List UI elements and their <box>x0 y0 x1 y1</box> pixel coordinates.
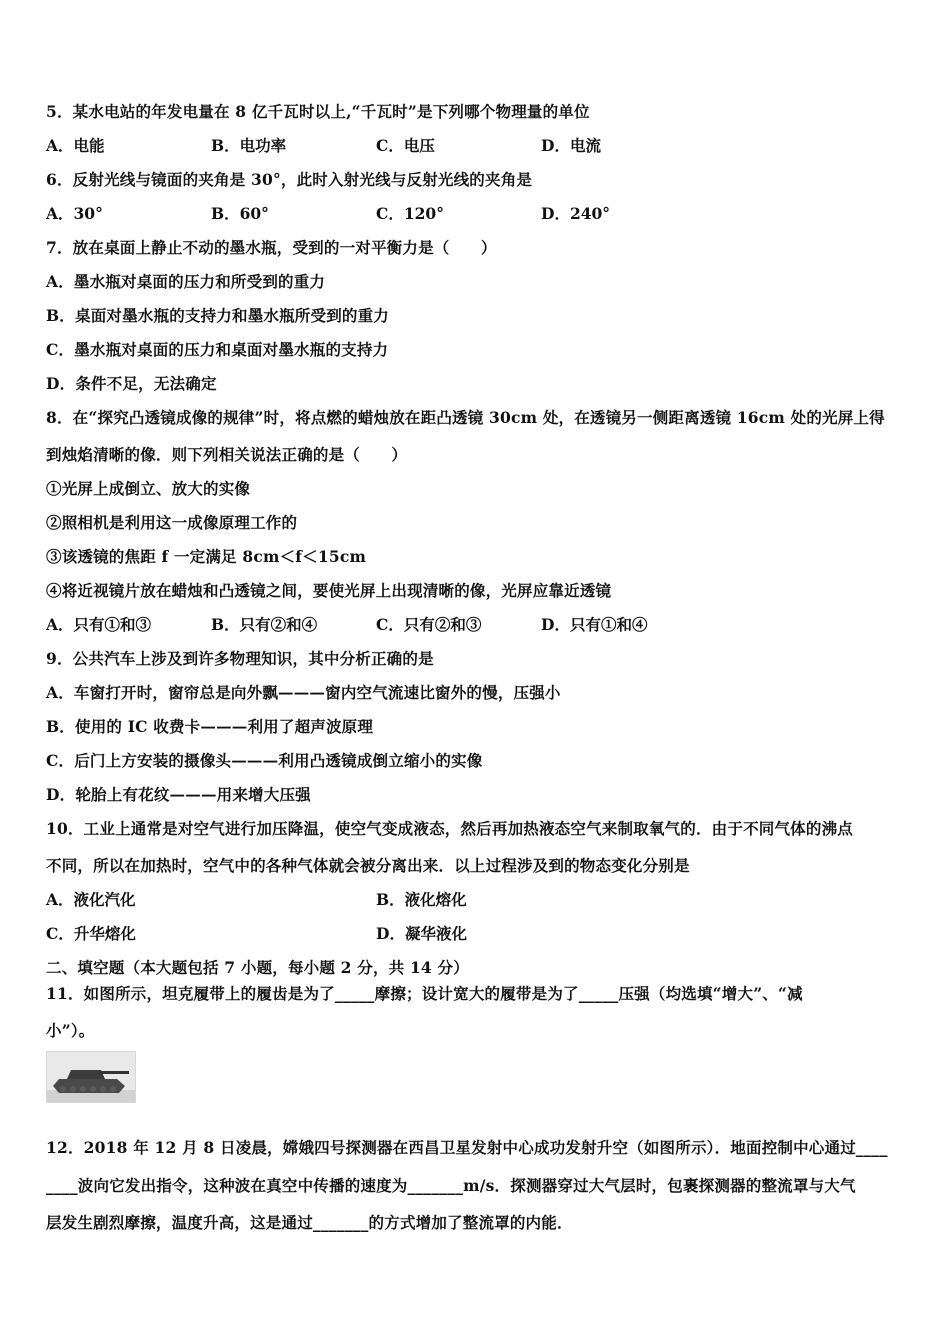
q9-option-c[interactable]: C．后门上方安装的摄像头———利用凸透镜成倒立缩小的实像 <box>46 751 483 770</box>
q10-option-c[interactable]: C．升华熔化 <box>46 924 136 943</box>
q7-option-a[interactable]: A．墨水瓶对桌面的压力和所受到的重力 <box>46 272 326 291</box>
q6-option-d[interactable]: D．240° <box>541 204 611 223</box>
q10-option-b[interactable]: B．液化熔化 <box>376 890 467 909</box>
q5-option-d[interactable]: D．电流 <box>541 136 601 155</box>
q6-stem: 6．反射光线与镜面的夹角是 30°，此时入射光线与反射光线的夹角是 <box>46 170 533 189</box>
q5-stem: 5．某水电站的年发电量在 8 亿千瓦时以上,“千瓦时”是下列哪个物理量的单位 <box>46 102 590 121</box>
q8-statement-4: ④将近视镜片放在蜡烛和凸透镜之间，要使光屏上出现清晰的像，光屏应靠近透镜 <box>46 581 612 600</box>
q7-option-d[interactable]: D．条件不足，无法确定 <box>46 374 217 393</box>
q10-stem-line1: 10．工业上通常是对空气进行加压降温，使空气变成液态，然后再加热液态空气来制取氧气的．由于不同气体的沸点 <box>46 819 853 838</box>
q12-line1: 12．2018 年 12 月 8 日凌晨，嫦娥四号探测器在西昌卫星发射中心成功发射升空（如图所示）．地面控制中心通过____ <box>46 1138 888 1157</box>
q9-option-a[interactable]: A．车窗打开时，窗帘总是向外飘———窗内空气流速比窗外的慢，压强小 <box>46 683 561 702</box>
q8-option-c[interactable]: C．只有②和③ <box>376 615 482 634</box>
q11-line2: 小”）。 <box>46 1021 95 1040</box>
q9-option-d[interactable]: D．轮胎上有花纹———用来增大压强 <box>46 785 311 804</box>
q6-option-c[interactable]: C．120° <box>376 204 444 223</box>
q7-option-b[interactable]: B．桌面对墨水瓶的支持力和墨水瓶所受到的重力 <box>46 306 390 325</box>
q8-option-a[interactable]: A．只有①和③ <box>46 615 152 634</box>
q8-statement-3: ③该透镜的焦距 f 一定满足 8cm＜f＜15cm <box>46 547 367 566</box>
q10-option-a[interactable]: A．液化汽化 <box>46 890 136 909</box>
q7-stem: 7．放在桌面上静止不动的墨水瓶，受到的一对平衡力是（ ） <box>46 238 497 257</box>
q8-option-d[interactable]: D．只有①和④ <box>541 615 648 634</box>
q8-statement-2: ②照相机是利用这一成像原理工作的 <box>46 513 298 532</box>
q5-option-c[interactable]: C．电压 <box>376 136 435 155</box>
q8-stem-line1: 8．在“探究凸透镜成像的规律”时，将点燃的蜡烛放在距凸透镜 30cm 处，在透镜另一侧距离透镜 16cm 处的光屏上得 <box>46 408 885 427</box>
q6-option-b[interactable]: B．60° <box>211 204 269 223</box>
q11-line1: 11．如图所示，坦克履带上的履齿是为了_____摩擦；设计宽大的履带是为了_____压强（均选填“增大”、“减 <box>46 984 803 1003</box>
tank-icon <box>47 1052 135 1102</box>
q12-line3: 层发生剧烈摩擦，温度升高，这是通过_______的方式增加了整流罩的内能． <box>46 1213 573 1232</box>
section-heading: 二、填空题（本大题包括 7 小题，每小题 2 分，共 14 分） <box>46 958 469 977</box>
q7-option-c[interactable]: C．墨水瓶对桌面的压力和桌面对墨水瓶的支持力 <box>46 340 389 359</box>
q10-option-d[interactable]: D．凝华液化 <box>376 924 467 943</box>
q8-statement-1: ①光屏上成倒立、放大的实像 <box>46 479 251 498</box>
q12-line2: ____波向它发出指令，这种波在真空中传播的速度为_______m/s．探测器穿过大气层时，包裹探测器的整流罩与大气 <box>46 1176 856 1195</box>
q8-stem-line2: 到烛焰清晰的像．则下列相关说法正确的是（ ） <box>46 445 408 464</box>
q8-option-b[interactable]: B．只有②和④ <box>211 615 318 634</box>
tank-image <box>46 1051 136 1103</box>
q5-option-a[interactable]: A．电能 <box>46 136 105 155</box>
q6-option-a[interactable]: A．30° <box>46 204 103 223</box>
q10-stem-line2: 不同，所以在加热时，空气中的各种气体就会被分离出来．以上过程涉及到的物态变化分别是 <box>46 856 690 875</box>
q9-stem: 9．公共汽车上涉及到许多物理知识，其中分析正确的是 <box>46 649 434 668</box>
q5-option-b[interactable]: B．电功率 <box>211 136 287 155</box>
q9-option-b[interactable]: B．使用的 IC 收费卡———利用了超声波原理 <box>46 717 374 736</box>
